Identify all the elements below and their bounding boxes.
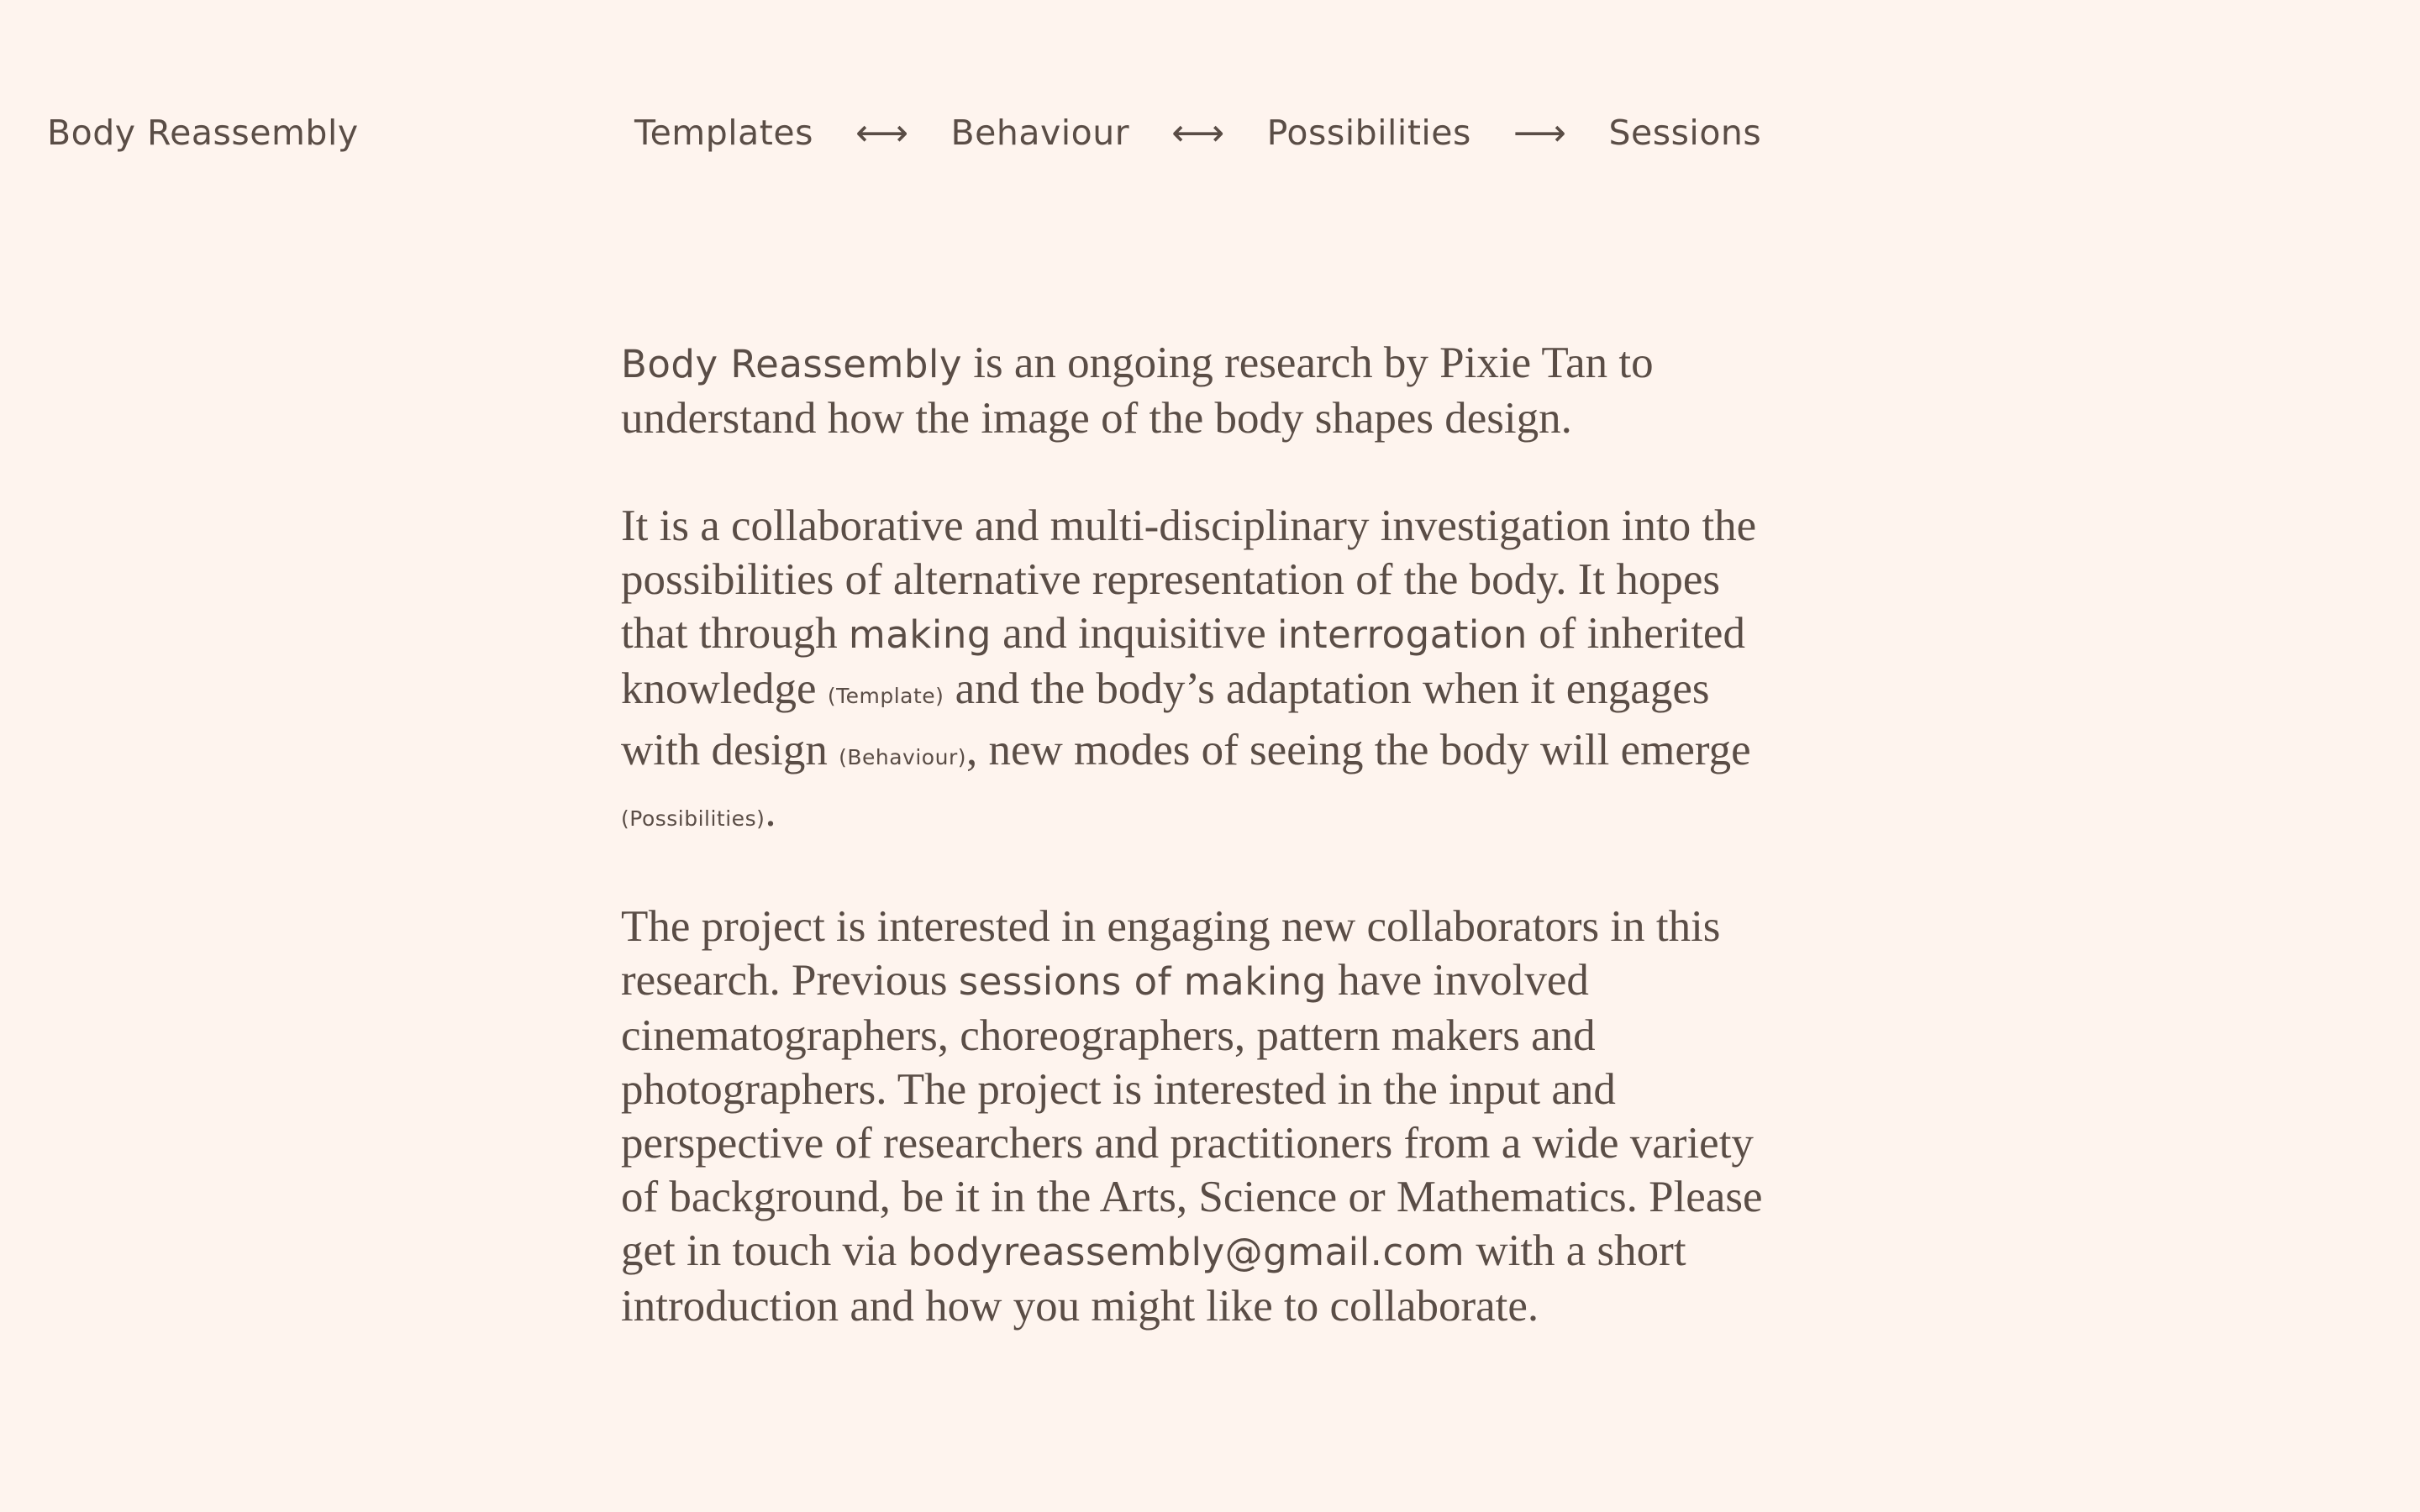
keyword-sessions-of-making: sessions of making — [958, 959, 1327, 1004]
keyword-making: making — [848, 612, 992, 657]
nav-templates[interactable]: Templates — [634, 113, 813, 153]
intro-text: . — [765, 787, 776, 836]
intro-text: of inherited knowledge — [621, 609, 1745, 713]
intro-paragraph-1 — [621, 336, 1797, 445]
intro-text: is an ongoing research by Pixie Tan to understand how the image of the body shapes design. — [621, 339, 1654, 443]
intro-text: have involved cinematographers, choreographers, pattern makers and photographers. The project is interested in the input and perspective of researchers and practitioners from a wide variety of background, be it in the Arts, Science or Mathematics. Please get in touch via — [621, 956, 1763, 1275]
nav-sessions[interactable]: Sessions — [1608, 113, 1762, 153]
ref-possibilities: (Possibilities) — [621, 806, 765, 831]
intro-paragraph-2 — [621, 499, 1797, 846]
nav-possibilities[interactable]: Possibilities — [1266, 113, 1471, 153]
nav-behaviour[interactable]: Behaviour — [950, 113, 1130, 153]
intro-paragraph-3 — [621, 900, 1797, 1333]
site-title[interactable]: Body Reassembly — [47, 113, 359, 153]
intro-text: with a short introduction and how you might like to collaborate. — [621, 1226, 1686, 1331]
intro-text: It is a collaborative and multi-disciplinary investigation into the possibilities of alternative representation of the body. It hopes that through — [621, 501, 1757, 658]
right-arrow-icon: ⟶ — [1512, 111, 1567, 155]
project-name-highlight: Body Reassembly — [621, 342, 963, 386]
ref-behaviour: (Behaviour) — [839, 745, 966, 769]
double-arrow-icon: ⟷ — [1171, 111, 1225, 155]
ref-template: (Template) — [827, 684, 944, 708]
intro-content — [621, 336, 1797, 1387]
double-arrow-icon: ⟷ — [855, 111, 909, 155]
intro-text: and inquisitive — [991, 609, 1277, 658]
intro-text: , new modes of seeing the body will emerge — [965, 726, 1751, 774]
email-link[interactable]: bodyreassembly@gmail.com — [908, 1230, 1465, 1274]
main-nav — [634, 109, 1761, 156]
intro-text: The project is interested in engaging new collaborators in this research. Previous — [621, 902, 1721, 1005]
intro-text: and the body’s adaptation when it engages with design — [621, 664, 1710, 774]
keyword-interrogation: interrogation — [1276, 612, 1528, 657]
